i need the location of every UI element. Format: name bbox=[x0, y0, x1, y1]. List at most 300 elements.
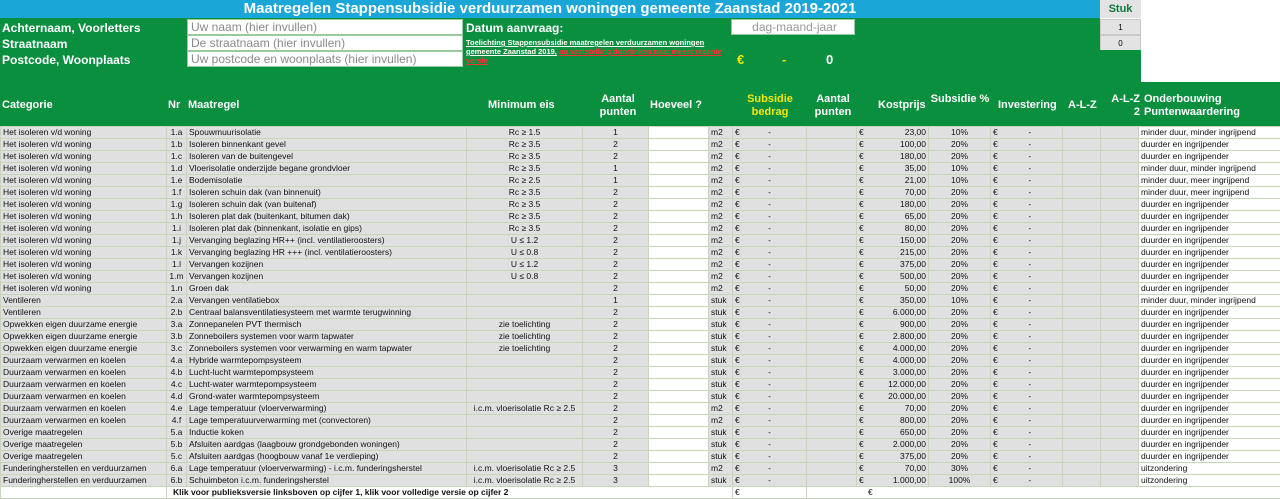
cell-minimum: i.c.m. vloerisolatie Rc ≥ 2.5 bbox=[467, 403, 583, 415]
cell-aantal-punten: 2 bbox=[583, 403, 649, 415]
cell-onderbouwing: minder duur, meer ingrijpend bbox=[1139, 187, 1280, 199]
cell-aantal-punten-2 bbox=[807, 391, 857, 403]
cell-minimum bbox=[467, 379, 583, 391]
cell-aantal-punten-2 bbox=[807, 139, 857, 151]
cell-onderbouwing: duurder en ingrijpender bbox=[1139, 343, 1280, 355]
cell-investering: € - bbox=[991, 427, 1063, 439]
date-input[interactable]: dag-maand-jaar bbox=[731, 19, 855, 35]
cell-maatregel: Afsluiten aardgas (hoogbouw vanaf 1e verdieping) bbox=[187, 451, 467, 463]
cell-investering: € - bbox=[991, 439, 1063, 451]
cell-subsidie-pct: 20% bbox=[929, 283, 991, 295]
header-aantal-punten-2: Aantal punten bbox=[808, 93, 858, 119]
cell-unit: stuk bbox=[709, 331, 733, 343]
cell-subsidie-bedrag: € - bbox=[733, 367, 807, 379]
cell-subsidie-pct: 20% bbox=[929, 355, 991, 367]
cell-minimum: zie toelichting bbox=[467, 319, 583, 331]
cell-aantal-punten-2 bbox=[807, 463, 857, 475]
header-nr: Nr bbox=[168, 99, 180, 112]
cell-alz bbox=[1063, 175, 1101, 187]
cell-kostprijs: € 2.800,00 bbox=[857, 331, 929, 343]
cell-aantal-punten: 2 bbox=[583, 223, 649, 235]
cell-nr: 1.f bbox=[167, 187, 187, 199]
cell-maatregel: Isoleren schuin dak (van buitenaf) bbox=[187, 199, 467, 211]
cell-aantal-punten-2 bbox=[807, 199, 857, 211]
cell-nr: 4.b bbox=[167, 367, 187, 379]
cell-hoeveel-input[interactable] bbox=[649, 271, 709, 283]
cell-investering: € - bbox=[991, 379, 1063, 391]
cell-onderbouwing: uitzondering bbox=[1139, 475, 1280, 487]
cell-unit: stuk bbox=[709, 355, 733, 367]
cell-hoeveel-input[interactable] bbox=[649, 199, 709, 211]
cell-alz bbox=[1063, 235, 1101, 247]
cell-alz bbox=[1063, 403, 1101, 415]
cell-onderbouwing: duurder en ingrijpender bbox=[1139, 139, 1280, 151]
cell-categorie: Ventileren bbox=[1, 295, 167, 307]
cell-aantal-punten: 2 bbox=[583, 151, 649, 163]
cell-aantal-punten-2 bbox=[807, 403, 857, 415]
cell-aantal-punten: 2 bbox=[583, 427, 649, 439]
cell-hoeveel-input[interactable] bbox=[649, 151, 709, 163]
cell-nr: 3.b bbox=[167, 331, 187, 343]
cell-aantal-punten: 2 bbox=[583, 331, 649, 343]
cell-unit: stuk bbox=[709, 343, 733, 355]
table-row bbox=[1, 439, 1280, 451]
cell-nr: 5.a bbox=[167, 427, 187, 439]
date-label: Datum aanvraag: bbox=[466, 20, 563, 36]
cell-alz2 bbox=[1101, 139, 1139, 151]
cell-onderbouwing: minder duur, minder ingrijpend bbox=[1139, 163, 1280, 175]
cell-alz2 bbox=[1101, 199, 1139, 211]
cell-aantal-punten: 2 bbox=[583, 439, 649, 451]
footer-currency: € bbox=[733, 487, 807, 499]
cell-alz2 bbox=[1101, 151, 1139, 163]
cell-subsidie-pct: 20% bbox=[929, 391, 991, 403]
cell-minimum: i.c.m. vloerisolatie Rc ≥ 2.5 bbox=[467, 463, 583, 475]
cell-onderbouwing: duurder en ingrijpender bbox=[1139, 247, 1280, 259]
cell-hoeveel-input[interactable] bbox=[649, 247, 709, 259]
cell-hoeveel-input[interactable] bbox=[649, 451, 709, 463]
cell-hoeveel-input[interactable] bbox=[649, 463, 709, 475]
table-row bbox=[1, 187, 1280, 199]
cell-subsidie-pct: 20% bbox=[929, 211, 991, 223]
cell-categorie: Het isoleren v/d woning bbox=[1, 247, 167, 259]
cell-hoeveel-input[interactable] bbox=[649, 223, 709, 235]
cell-onderbouwing: duurder en ingrijpender bbox=[1139, 223, 1280, 235]
cell-nr: 4.e bbox=[167, 403, 187, 415]
cell-maatregel: Lucht-lucht warmtepompsysteem bbox=[187, 367, 467, 379]
table-row bbox=[1, 427, 1280, 439]
table-row bbox=[1, 415, 1280, 427]
cell-hoeveel-input[interactable] bbox=[649, 403, 709, 415]
cell-kostprijs: € 150,00 bbox=[857, 235, 929, 247]
stuk-value-1[interactable]: 1 bbox=[1100, 19, 1141, 35]
cell-alz bbox=[1063, 199, 1101, 211]
measures-table bbox=[0, 126, 1280, 499]
cell-kostprijs: € 375,00 bbox=[857, 451, 929, 463]
cell-aantal-punten: 2 bbox=[583, 259, 649, 271]
cell-categorie: Het isoleren v/d woning bbox=[1, 259, 167, 271]
cell-aantal-punten: 1 bbox=[583, 127, 649, 139]
cell-alz2 bbox=[1101, 163, 1139, 175]
cell-aantal-punten: 1 bbox=[583, 295, 649, 307]
cell-aantal-punten-2 bbox=[807, 451, 857, 463]
table-row bbox=[1, 295, 1280, 307]
cell-aantal-punten-2 bbox=[807, 211, 857, 223]
cell-maatregel: Isoleren schuin dak (van binnenuit) bbox=[187, 187, 467, 199]
cell-maatregel: Groen dak bbox=[187, 283, 467, 295]
cell-alz bbox=[1063, 367, 1101, 379]
cell-investering: € - bbox=[991, 415, 1063, 427]
table-row bbox=[1, 223, 1280, 235]
cell-minimum: U ≤ 0.8 bbox=[467, 271, 583, 283]
cell-onderbouwing: duurder en ingrijpender bbox=[1139, 211, 1280, 223]
cell-categorie: Het isoleren v/d woning bbox=[1, 127, 167, 139]
cell-minimum bbox=[467, 307, 583, 319]
cell-nr: 1.n bbox=[167, 283, 187, 295]
toelichting-link-text[interactable]: Toelichting Stappensubsidie maatregelen verduurzamen woningen gemeente Zaanstad 2019, bbox=[466, 38, 704, 56]
cell-unit: m2 bbox=[709, 175, 733, 187]
cell-alz bbox=[1063, 451, 1101, 463]
cell-alz2 bbox=[1101, 175, 1139, 187]
stuk-value-2[interactable]: 0 bbox=[1100, 35, 1141, 51]
cell-unit: m2 bbox=[709, 463, 733, 475]
total-dash: - bbox=[782, 52, 786, 67]
cell-minimum: Rc ≥ 3.5 bbox=[467, 187, 583, 199]
cell-nr: 4.a bbox=[167, 355, 187, 367]
cell-kostprijs: € 3.000,00 bbox=[857, 367, 929, 379]
cell-alz bbox=[1063, 343, 1101, 355]
cell-subsidie-pct: 100% bbox=[929, 475, 991, 487]
cell-alz bbox=[1063, 259, 1101, 271]
cell-minimum bbox=[467, 367, 583, 379]
cell-alz bbox=[1063, 475, 1101, 487]
cell-maatregel: Vervangen kozijnen bbox=[187, 271, 467, 283]
cell-hoeveel-input[interactable] bbox=[649, 379, 709, 391]
cell-kostprijs: € 180,00 bbox=[857, 151, 929, 163]
cell-kostprijs: € 180,00 bbox=[857, 199, 929, 211]
table-row bbox=[1, 151, 1280, 163]
cell-onderbouwing: duurder en ingrijpender bbox=[1139, 355, 1280, 367]
cell-subsidie-pct: 20% bbox=[929, 187, 991, 199]
cell-minimum bbox=[467, 295, 583, 307]
cell-investering: € - bbox=[991, 391, 1063, 403]
cell-subsidie-pct: 20% bbox=[929, 199, 991, 211]
table-row bbox=[1, 403, 1280, 415]
cell-investering: € - bbox=[991, 475, 1063, 487]
cell-nr: 5.b bbox=[167, 439, 187, 451]
total-currency: € bbox=[737, 52, 744, 67]
cell-hoeveel-input[interactable] bbox=[649, 187, 709, 199]
cell-alz bbox=[1063, 223, 1101, 235]
cell-maatregel: Bodemisolatie bbox=[187, 175, 467, 187]
cell-kostprijs: € 1.000,00 bbox=[857, 475, 929, 487]
cell-alz2 bbox=[1101, 367, 1139, 379]
cell-maatregel: Vervangen ventilatiebox bbox=[187, 295, 467, 307]
cell-minimum: Rc ≥ 3.5 bbox=[467, 139, 583, 151]
cell-hoeveel-input[interactable] bbox=[649, 235, 709, 247]
cell-maatregel: Isoleren van de buitengevel bbox=[187, 151, 467, 163]
cell-hoeveel-input[interactable] bbox=[649, 163, 709, 175]
cell-subsidie-bedrag: € - bbox=[733, 247, 807, 259]
cell-subsidie-pct: 20% bbox=[929, 451, 991, 463]
header-categorie: Categorie bbox=[2, 99, 53, 112]
cell-subsidie-bedrag: € - bbox=[733, 319, 807, 331]
cell-aantal-punten-2 bbox=[807, 271, 857, 283]
cell-nr: 1.h bbox=[167, 211, 187, 223]
cell-aantal-punten-2 bbox=[807, 163, 857, 175]
cell-alz2 bbox=[1101, 235, 1139, 247]
cell-minimum bbox=[467, 439, 583, 451]
table-row bbox=[1, 379, 1280, 391]
cell-unit: stuk bbox=[709, 391, 733, 403]
right-blank bbox=[1141, 18, 1280, 82]
cell-hoeveel-input[interactable] bbox=[649, 307, 709, 319]
cell-alz2 bbox=[1101, 319, 1139, 331]
cell-minimum: U ≤ 0.8 bbox=[467, 247, 583, 259]
cell-investering: € - bbox=[991, 463, 1063, 475]
cell-alz2 bbox=[1101, 343, 1139, 355]
cell-subsidie-bedrag: € - bbox=[733, 475, 807, 487]
cell-nr: 1.c bbox=[167, 151, 187, 163]
cell-hoeveel-input[interactable] bbox=[649, 331, 709, 343]
cell-subsidie-bedrag: € - bbox=[733, 451, 807, 463]
header-hoeveel: Hoeveel ? bbox=[650, 99, 702, 112]
cell-investering: € - bbox=[991, 331, 1063, 343]
cell-maatregel: Zonnepanelen PVT thermisch bbox=[187, 319, 467, 331]
cell-nr: 4.d bbox=[167, 391, 187, 403]
cell-categorie: Ventileren bbox=[1, 307, 167, 319]
cell-kostprijs: € 350,00 bbox=[857, 295, 929, 307]
cell-minimum: zie toelichting bbox=[467, 343, 583, 355]
cell-investering: € - bbox=[991, 127, 1063, 139]
cell-categorie: Duurzaam verwarmen en koelen bbox=[1, 391, 167, 403]
cell-subsidie-bedrag: € - bbox=[733, 223, 807, 235]
cell-onderbouwing: duurder en ingrijpender bbox=[1139, 271, 1280, 283]
cell-aantal-punten-2 bbox=[807, 187, 857, 199]
cell-investering: € - bbox=[991, 163, 1063, 175]
cell-minimum: zie toelichting bbox=[467, 331, 583, 343]
cell-alz bbox=[1063, 163, 1101, 175]
cell-hoeveel-input[interactable] bbox=[649, 259, 709, 271]
cell-minimum bbox=[467, 451, 583, 463]
cell-maatregel: Vervanging beglazing HR +++ (incl. ventilatieroosters) bbox=[187, 247, 467, 259]
cell-alz2 bbox=[1101, 127, 1139, 139]
cell-maatregel: Lucht-water warmtepompsysteem bbox=[187, 379, 467, 391]
cell-subsidie-pct: 20% bbox=[929, 223, 991, 235]
cell-nr: 2.a bbox=[167, 295, 187, 307]
cell-categorie: Het isoleren v/d woning bbox=[1, 199, 167, 211]
cell-alz2 bbox=[1101, 187, 1139, 199]
cell-minimum bbox=[467, 355, 583, 367]
cell-categorie: Overige maatregelen bbox=[1, 451, 167, 463]
cell-alz bbox=[1063, 331, 1101, 343]
cell-hoeveel-input[interactable] bbox=[649, 355, 709, 367]
cell-categorie: Opwekken eigen duurzame energie bbox=[1, 319, 167, 331]
cell-aantal-punten: 2 bbox=[583, 247, 649, 259]
cell-aantal-punten-2 bbox=[807, 427, 857, 439]
cell-maatregel: Afsluiten aardgas (laagbouw grondgebonden woningen) bbox=[187, 439, 467, 451]
cell-onderbouwing: minder duur, minder ingrijpend bbox=[1139, 295, 1280, 307]
cell-maatregel: Vervanging beglazing HR++ (incl. ventilatieroosters) bbox=[187, 235, 467, 247]
footer-note-row bbox=[1, 487, 1280, 499]
cell-subsidie-bedrag: € - bbox=[733, 235, 807, 247]
cell-categorie: Het isoleren v/d woning bbox=[1, 271, 167, 283]
cell-categorie: Het isoleren v/d woning bbox=[1, 283, 167, 295]
cell-categorie: Het isoleren v/d woning bbox=[1, 187, 167, 199]
cell-alz2 bbox=[1101, 379, 1139, 391]
cell-nr: 1.d bbox=[167, 163, 187, 175]
cell-kostprijs: € 70,00 bbox=[857, 463, 929, 475]
table-row bbox=[1, 271, 1280, 283]
cell-investering: € - bbox=[991, 343, 1063, 355]
cell-alz2 bbox=[1101, 355, 1139, 367]
cell-maatregel: Inductie koken bbox=[187, 427, 467, 439]
cell-alz2 bbox=[1101, 295, 1139, 307]
cell-subsidie-bedrag: € - bbox=[733, 211, 807, 223]
cell-aantal-punten-2 bbox=[807, 283, 857, 295]
cell-subsidie-pct: 20% bbox=[929, 319, 991, 331]
cell-kostprijs: € 650,00 bbox=[857, 427, 929, 439]
cell-maatregel: Lage temperatuurverwarming met (convectoren) bbox=[187, 415, 467, 427]
table-row bbox=[1, 391, 1280, 403]
cell-alz bbox=[1063, 295, 1101, 307]
cell-hoeveel-input[interactable] bbox=[649, 475, 709, 487]
cell-aantal-punten-2 bbox=[807, 223, 857, 235]
cell-aantal-punten-2 bbox=[807, 439, 857, 451]
cell-minimum: Rc ≥ 3.5 bbox=[467, 199, 583, 211]
cell-hoeveel-input[interactable] bbox=[649, 283, 709, 295]
cell-maatregel: Zonneboilers systemen voor verwarming en warm tapwater bbox=[187, 343, 467, 355]
cell-subsidie-pct: 20% bbox=[929, 151, 991, 163]
cell-alz2 bbox=[1101, 259, 1139, 271]
cell-hoeveel-input[interactable] bbox=[649, 139, 709, 151]
cell-hoeveel-input[interactable] bbox=[649, 127, 709, 139]
cell-alz2 bbox=[1101, 391, 1139, 403]
cell-hoeveel-input[interactable] bbox=[649, 427, 709, 439]
cell-kostprijs: € 800,00 bbox=[857, 415, 929, 427]
toelichting-link-red[interactable]: na vaststelling doorlinken naar meest recente versie bbox=[466, 47, 722, 65]
cell-subsidie-pct: 20% bbox=[929, 379, 991, 391]
cell-aantal-punten: 2 bbox=[583, 391, 649, 403]
total-value: 0 bbox=[826, 52, 833, 67]
cell-subsidie-bedrag: € - bbox=[733, 307, 807, 319]
cell-aantal-punten-2 bbox=[807, 295, 857, 307]
cell-investering: € - bbox=[991, 139, 1063, 151]
cell-unit: stuk bbox=[709, 367, 733, 379]
cell-hoeveel-input[interactable] bbox=[649, 319, 709, 331]
cell-aantal-punten-2 bbox=[807, 379, 857, 391]
cell-minimum bbox=[467, 415, 583, 427]
street-input[interactable]: De straatnaam (hier invullen) bbox=[187, 35, 463, 51]
cell-alz bbox=[1063, 211, 1101, 223]
name-input[interactable]: Uw naam (hier invullen) bbox=[187, 19, 463, 35]
cell-unit: m2 bbox=[709, 223, 733, 235]
table-row bbox=[1, 127, 1280, 139]
cell-subsidie-pct: 20% bbox=[929, 247, 991, 259]
cell-aantal-punten: 2 bbox=[583, 343, 649, 355]
cell-kostprijs: € 80,00 bbox=[857, 223, 929, 235]
cell-onderbouwing: duurder en ingrijpender bbox=[1139, 307, 1280, 319]
cell-subsidie-bedrag: € - bbox=[733, 343, 807, 355]
header-alz: A-L-Z bbox=[1068, 99, 1097, 112]
cell-nr: 1.i bbox=[167, 223, 187, 235]
cell-kostprijs: € 50,00 bbox=[857, 283, 929, 295]
cell-unit: stuk bbox=[709, 439, 733, 451]
cell-aantal-punten-2 bbox=[807, 127, 857, 139]
cell-aantal-punten: 2 bbox=[583, 187, 649, 199]
cell-onderbouwing: duurder en ingrijpender bbox=[1139, 367, 1280, 379]
cell-hoeveel-input[interactable] bbox=[649, 175, 709, 187]
cell-categorie: Het isoleren v/d woning bbox=[1, 151, 167, 163]
street-label: Straatnaam bbox=[2, 36, 67, 52]
cell-alz2 bbox=[1101, 271, 1139, 283]
header-onderbouwing: Onderbouwing Puntenwaardering bbox=[1144, 93, 1280, 119]
cell-nr: 1.e bbox=[167, 175, 187, 187]
cell-aantal-punten: 3 bbox=[583, 475, 649, 487]
cell-onderbouwing: duurder en ingrijpender bbox=[1139, 451, 1280, 463]
cell-hoeveel-input[interactable] bbox=[649, 439, 709, 451]
cell-aantal-punten: 2 bbox=[583, 139, 649, 151]
cell-investering: € - bbox=[991, 355, 1063, 367]
table-row bbox=[1, 199, 1280, 211]
cell-categorie: Funderingherstellen en verduurzamen bbox=[1, 463, 167, 475]
cell-investering: € - bbox=[991, 451, 1063, 463]
header-minimum: Minimum eis bbox=[488, 99, 555, 112]
header-investering: Investering bbox=[998, 99, 1057, 112]
cell-subsidie-pct: 20% bbox=[929, 415, 991, 427]
cell-aantal-punten: 2 bbox=[583, 379, 649, 391]
table-row bbox=[1, 163, 1280, 175]
cell-subsidie-bedrag: € - bbox=[733, 295, 807, 307]
table-row bbox=[1, 475, 1280, 487]
cell-subsidie-bedrag: € - bbox=[733, 139, 807, 151]
cell-subsidie-pct: 10% bbox=[929, 127, 991, 139]
cell-alz2 bbox=[1101, 223, 1139, 235]
cell-hoeveel-input[interactable] bbox=[649, 367, 709, 379]
postcode-input[interactable]: Uw postcode en woonplaats (hier invullen) bbox=[187, 51, 463, 67]
table-row bbox=[1, 283, 1280, 295]
cell-onderbouwing: duurder en ingrijpender bbox=[1139, 283, 1280, 295]
cell-subsidie-bedrag: € - bbox=[733, 151, 807, 163]
cell-maatregel: Vloerisolatie onderzijde begane grondvloer bbox=[187, 163, 467, 175]
cell-aantal-punten: 2 bbox=[583, 367, 649, 379]
table-row bbox=[1, 259, 1280, 271]
cell-aantal-punten: 2 bbox=[583, 319, 649, 331]
cell-subsidie-bedrag: € - bbox=[733, 127, 807, 139]
cell-aantal-punten-2 bbox=[807, 415, 857, 427]
cell-maatregel: Hybride warmtepompsysteem bbox=[187, 355, 467, 367]
cell-hoeveel-input[interactable] bbox=[649, 343, 709, 355]
cell-subsidie-bedrag: € - bbox=[733, 403, 807, 415]
cell-hoeveel-input[interactable] bbox=[649, 295, 709, 307]
cell-alz bbox=[1063, 139, 1101, 151]
cell-minimum: Rc ≥ 3.5 bbox=[467, 163, 583, 175]
cell-minimum: Rc ≥ 3.5 bbox=[467, 151, 583, 163]
toelichting-link[interactable] bbox=[466, 38, 730, 65]
cell-hoeveel-input[interactable] bbox=[649, 415, 709, 427]
cell-hoeveel-input[interactable] bbox=[649, 391, 709, 403]
cell-nr: 1.a bbox=[167, 127, 187, 139]
cell-subsidie-bedrag: € - bbox=[733, 463, 807, 475]
header-kostprijs: Kostprijs bbox=[878, 99, 926, 112]
cell-investering: € - bbox=[991, 187, 1063, 199]
cell-subsidie-pct: 10% bbox=[929, 163, 991, 175]
cell-onderbouwing: duurder en ingrijpender bbox=[1139, 391, 1280, 403]
cell-subsidie-pct: 20% bbox=[929, 427, 991, 439]
table-row bbox=[1, 355, 1280, 367]
cell-hoeveel-input[interactable] bbox=[649, 211, 709, 223]
cell-kostprijs: € 65,00 bbox=[857, 211, 929, 223]
